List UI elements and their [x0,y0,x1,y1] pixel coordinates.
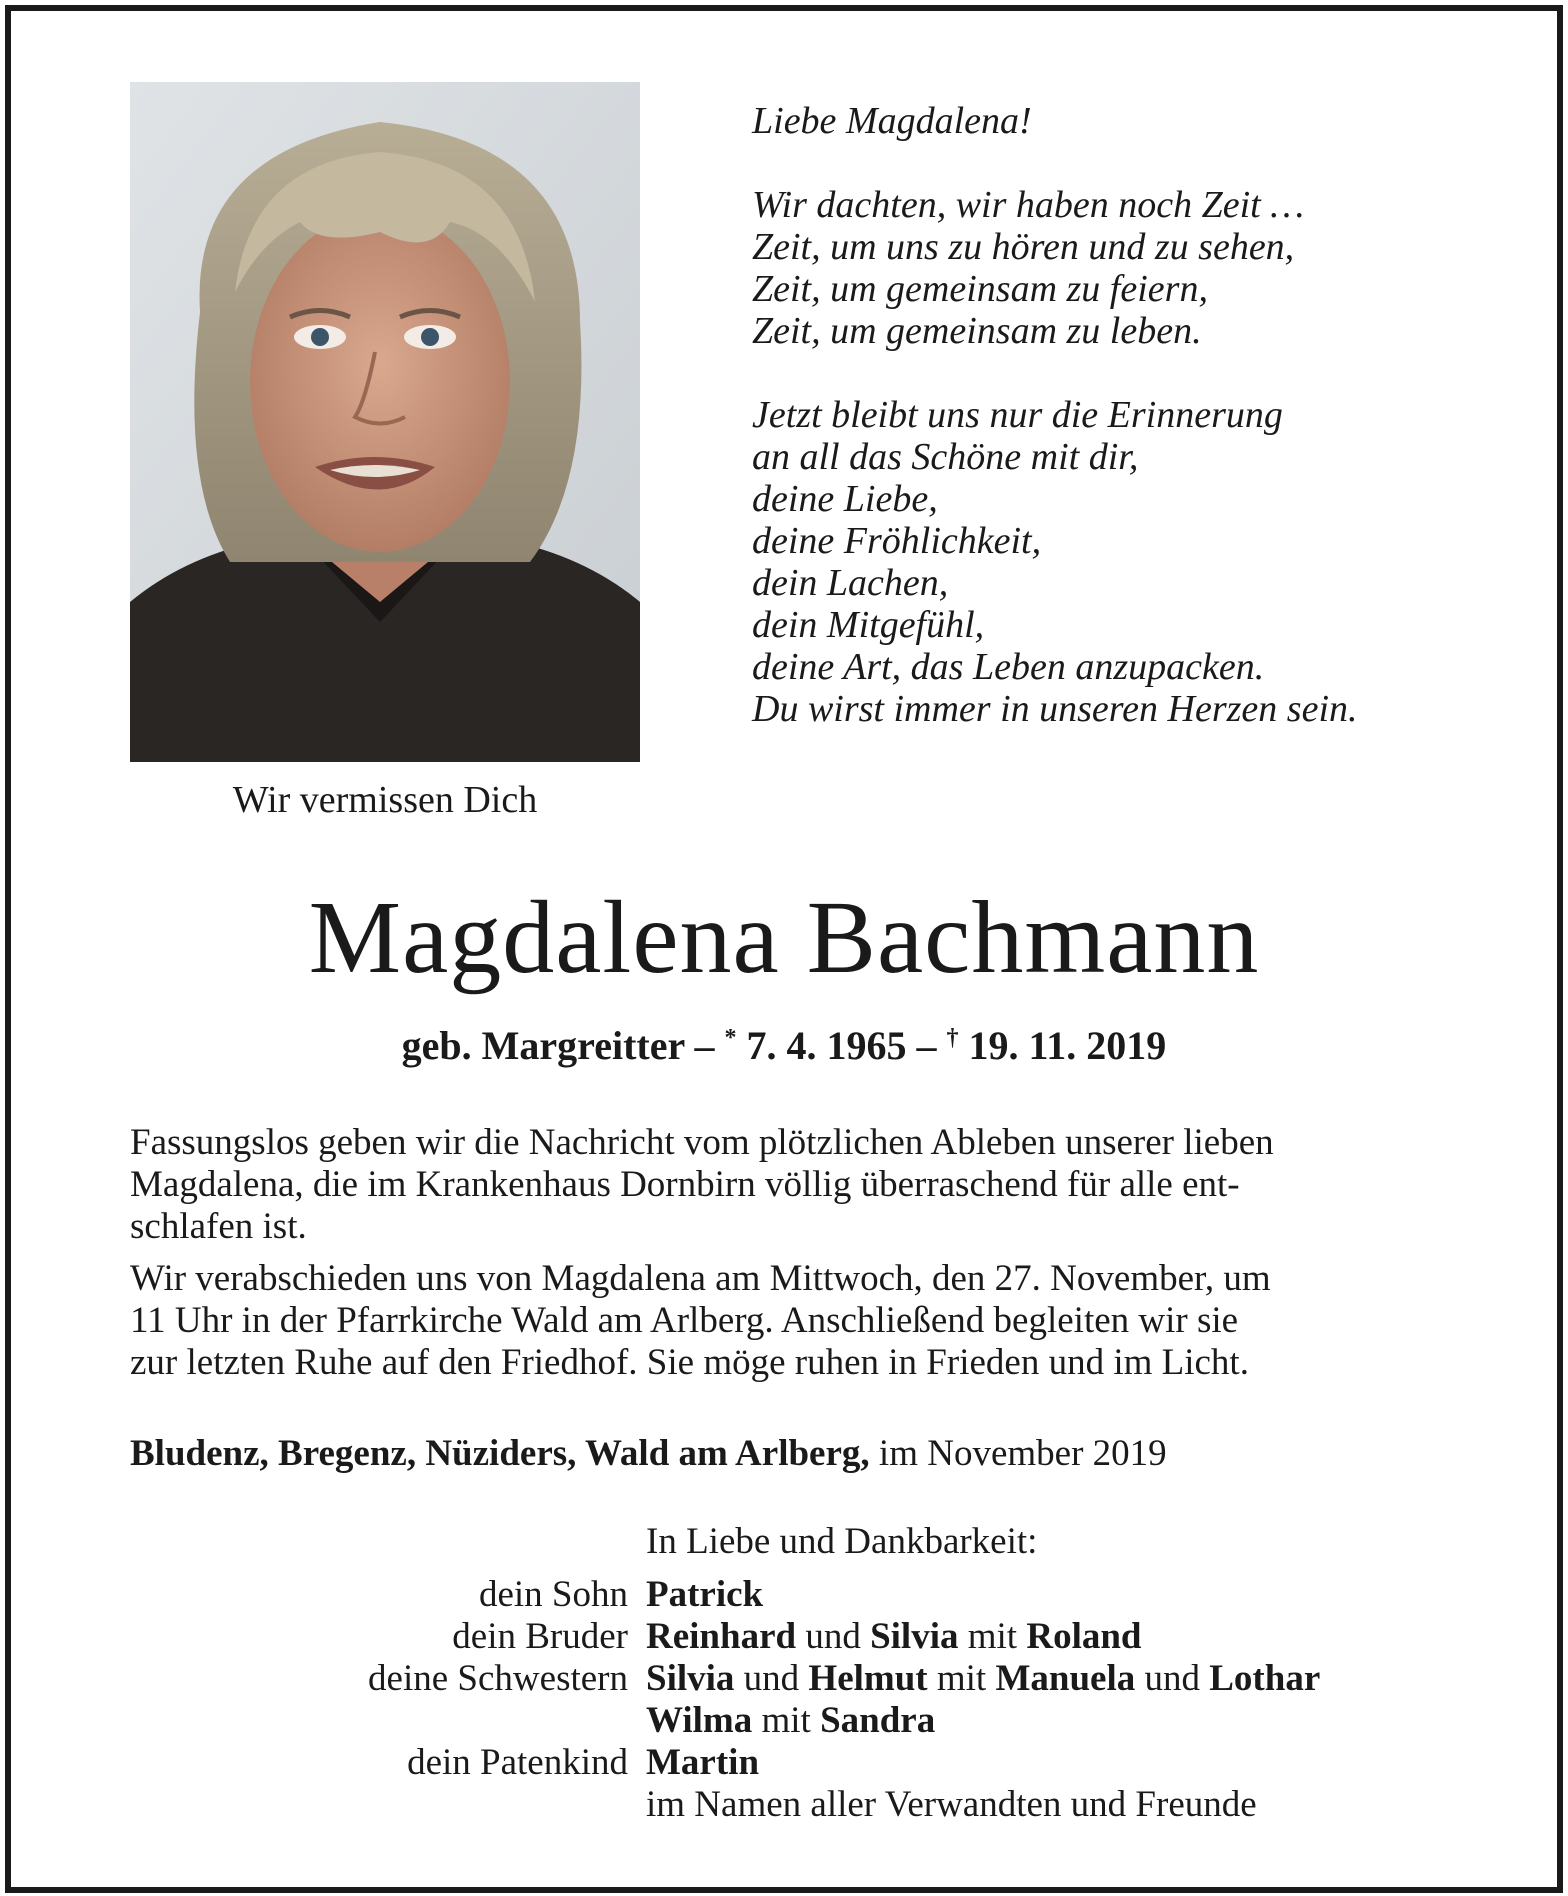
family-list [0,1574,1568,1826]
poem-line: Zeit, um gemeinsam zu feiern, [752,268,1208,310]
deceased-name: Magdalena Bachmann [308,880,1260,995]
announcement-paragraph [130,1122,1438,1248]
poem-line: Jetzt bleibt uns nur die Erinnerung [752,394,1283,436]
connector: und [796,1616,871,1657]
relation-label: dein Patenkind [407,1742,628,1783]
relation-names [646,1616,1142,1658]
text-line: Magdalena, die im Krankenhaus Dornbirn völlig überraschend für alle ent- [130,1164,1240,1205]
person-name: Martin [646,1742,760,1783]
connector: mit [958,1616,1027,1657]
poem-line: deine Fröhlichkeit, [752,520,1042,562]
text-line: Wir verabschieden uns von Magdalena am Mittwoch, den 27. November, um [130,1258,1271,1299]
relation-label: dein Bruder [452,1616,628,1657]
relation-names: im Namen aller Verwandten und Freunde [646,1784,1257,1825]
person-name: Patrick [646,1574,764,1615]
person-name: Reinhard [646,1616,797,1657]
poem-line: Zeit, um gemeinsam zu leben. [752,310,1202,352]
poem-line: Zeit, um uns zu hören und zu sehen, [752,226,1295,268]
funeral-paragraph [130,1258,1438,1384]
connector: und [1135,1658,1210,1699]
family-row-son [0,1574,1568,1616]
separator: – [684,1023,725,1068]
relation-names [646,1574,763,1616]
person-name: Manuela [995,1658,1136,1699]
person-name: Sandra [820,1700,936,1741]
person-name: Lothar [1209,1658,1321,1699]
relation-names [646,1742,759,1784]
poem-line: dein Mitgefühl, [752,604,985,646]
family-row-godchild [0,1742,1568,1784]
relation-names [646,1658,1320,1700]
death-cross-icon: † [946,1025,959,1051]
person-name: Helmut [808,1658,928,1699]
closing-phrase: In Liebe und Dankbarkeit: [646,1521,1038,1562]
text-line: schlafen ist. [130,1206,307,1247]
photo-caption: Wir vermissen Dich [232,779,538,821]
poem-line: deine Art, das Leben anzupacken. [752,646,1265,688]
poem-line: deine Liebe, [752,478,938,520]
connector: mit [927,1658,996,1699]
connector: und [734,1658,809,1699]
place-date: im November 2019 [869,1433,1167,1474]
family-row-others [0,1784,1568,1826]
person-name: Silvia [646,1658,735,1699]
birth-date: 7. 4. 1965 [736,1023,907,1068]
relation-label: deine Schwestern [368,1658,628,1699]
separator: – [906,1023,947,1068]
memorial-poem [752,100,1532,730]
place-towns: Bludenz, Bregenz, Nüziders, Wald am Arlberg, [130,1433,870,1474]
place-date-line [130,1432,1167,1475]
person-name: Silvia [870,1616,959,1657]
person-name: Wilma [646,1700,753,1741]
family-row-brother [0,1616,1568,1658]
poem-line: Wir dachten, wir haben noch Zeit … [752,184,1305,226]
birth-star-icon: * [724,1025,737,1051]
poem-line: Du wirst immer in unseren Herzen sein. [752,688,1358,730]
death-date: 19. 11. 2019 [958,1023,1167,1068]
text-line: 11 Uhr in der Pfarrkirche Wald am Arlberg. Anschließend begleiten wir sie [130,1300,1239,1341]
poem-line: an all das Schöne mit dir, [752,436,1139,478]
poem-greeting: Liebe Magdalena! [752,100,1032,142]
family-row-sisters [0,1658,1568,1700]
text-line: Fassungslos geben wir die Nachricht vom plötzlichen Ableben unserer lieben [130,1122,1274,1163]
relation-label: dein Sohn [478,1574,628,1615]
birth-name: geb. Margreitter [401,1023,685,1068]
family-row-sister2 [0,1700,1568,1742]
portrait-photo [130,82,640,762]
person-name: Roland [1026,1616,1142,1657]
connector: mit [752,1700,821,1741]
text-line: zur letzten Ruhe auf den Friedhof. Sie möge ruhen in Frieden und im Licht. [130,1342,1249,1383]
life-dates [0,1022,1568,1069]
relation-names [646,1700,935,1742]
poem-line: dein Lachen, [752,562,949,604]
